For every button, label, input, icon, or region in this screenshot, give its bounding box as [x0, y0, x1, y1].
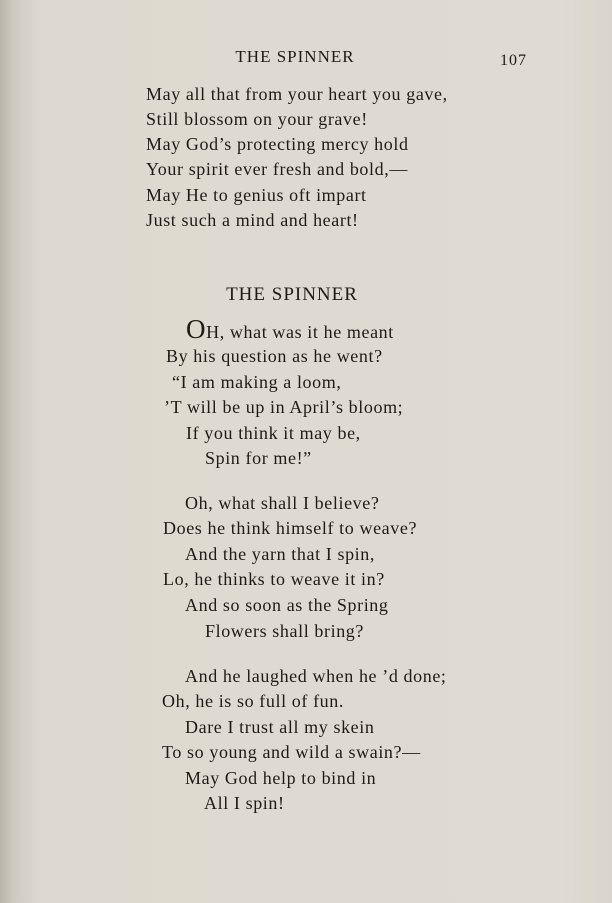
verse-line: Still blossom on your grave!	[146, 109, 368, 129]
verse-line: And he laughed when he ’d done;	[185, 666, 447, 686]
verse-line: May God help to bind in	[185, 768, 377, 788]
verse-line: And so soon as the Spring	[185, 595, 389, 615]
running-head: THE SPINNER	[235, 47, 355, 66]
verse-line: ’T will be up in April’s bloom;	[164, 397, 404, 417]
verse-line: May God’s protecting mercy hold	[146, 134, 409, 154]
verse-line: Your spirit ever fresh and bold,—	[146, 159, 408, 179]
verse-line: By his question as he went?	[166, 346, 383, 366]
page-number: 107	[500, 52, 527, 69]
verse-line: All I spin!	[204, 793, 285, 813]
verse-line: If you think it may be,	[186, 423, 361, 443]
verse-line: And the yarn that I spin,	[185, 544, 375, 564]
verse-line: Oh, what shall I believe?	[185, 493, 380, 513]
verse-line: Lo, he thinks to weave it in?	[163, 569, 385, 589]
drop-cap: O	[186, 314, 207, 344]
first-line-text: H, what was it he meant	[206, 322, 394, 342]
verse-line: Oh, he is so full of fun.	[162, 691, 344, 711]
verse-line: May He to genius oft impart	[146, 185, 367, 205]
verse-line: Spin for me!”	[205, 448, 312, 468]
verse-line: May all that from your heart you gave,	[146, 84, 448, 104]
verse-line: Does he think himself to weave?	[163, 518, 418, 538]
verse-line: Flowers shall bring?	[205, 621, 364, 641]
verse-line: To so young and wild a swain?—	[162, 742, 421, 762]
poem-title: THE SPINNER	[226, 284, 358, 305]
verse-line: Dare I trust all my skein	[185, 717, 375, 737]
verse-line: Just such a mind and heart!	[146, 210, 359, 230]
verse-line-first	[186, 314, 394, 344]
verse-line: “I am making a loom,	[172, 372, 342, 392]
